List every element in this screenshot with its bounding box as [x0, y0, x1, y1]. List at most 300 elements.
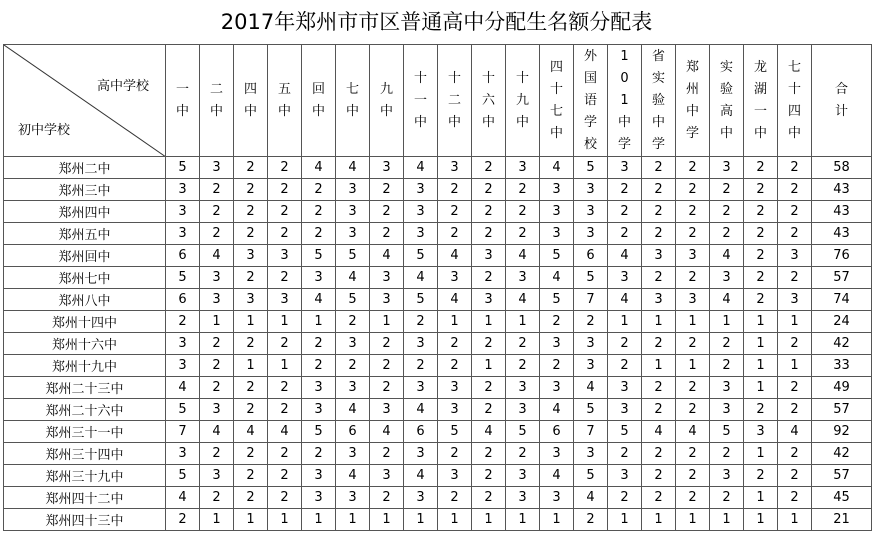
school-name-cell: 郑州三中 [4, 179, 166, 201]
quota-cell: 2 [778, 377, 812, 399]
quota-cell: 2 [642, 267, 676, 289]
quota-cell: 1 [234, 509, 268, 531]
quota-cell: 1 [234, 311, 268, 333]
quota-cell: 4 [200, 245, 234, 267]
quota-cell: 2 [234, 465, 268, 487]
quota-cell: 3 [166, 223, 200, 245]
quota-cell: 2 [778, 223, 812, 245]
quota-cell: 5 [302, 421, 336, 443]
quota-cell: 2 [370, 355, 404, 377]
quota-cell: 2 [302, 355, 336, 377]
quota-cell: 1 [370, 311, 404, 333]
quota-cell: 2 [744, 245, 778, 267]
quota-cell: 1 [200, 509, 234, 531]
quota-cell: 2 [472, 223, 506, 245]
quota-cell: 2 [200, 487, 234, 509]
quota-cell: 2 [744, 157, 778, 179]
quota-cell: 2 [268, 179, 302, 201]
quota-cell: 2 [404, 355, 438, 377]
quota-cell: 1 [472, 355, 506, 377]
quota-cell: 2 [642, 377, 676, 399]
quota-cell: 2 [268, 201, 302, 223]
column-header: 十 二 中 [438, 45, 472, 157]
quota-cell: 1 [710, 509, 744, 531]
quota-cell: 5 [336, 245, 370, 267]
quota-cell: 2 [234, 333, 268, 355]
quota-cell: 2 [472, 487, 506, 509]
quota-cell: 1 [744, 443, 778, 465]
quota-cell: 2 [268, 333, 302, 355]
quota-cell: 2 [370, 223, 404, 245]
quota-cell: 3 [608, 399, 642, 421]
quota-cell: 2 [676, 223, 710, 245]
quota-cell: 4 [268, 421, 302, 443]
quota-cell: 5 [574, 465, 608, 487]
quota-cell: 3 [540, 487, 574, 509]
school-name-cell: 郑州三十一中 [4, 421, 166, 443]
total-cell: 57 [812, 399, 872, 421]
column-header: 回 中 [302, 45, 336, 157]
school-name-cell: 郑州回中 [4, 245, 166, 267]
quota-cell: 2 [642, 157, 676, 179]
quota-cell: 1 [302, 509, 336, 531]
total-cell: 24 [812, 311, 872, 333]
quota-cell: 2 [778, 157, 812, 179]
corner-header-cell [4, 45, 166, 157]
total-cell: 42 [812, 443, 872, 465]
quota-cell: 4 [336, 157, 370, 179]
quota-cell: 1 [506, 311, 540, 333]
quota-cell: 3 [574, 223, 608, 245]
quota-cell: 2 [710, 443, 744, 465]
quota-cell: 2 [744, 289, 778, 311]
table-row [4, 509, 872, 531]
quota-cell: 7 [574, 289, 608, 311]
quota-cell: 3 [404, 487, 438, 509]
quota-cell: 4 [574, 487, 608, 509]
quota-cell: 2 [302, 223, 336, 245]
quota-cell: 4 [302, 289, 336, 311]
quota-cell: 4 [540, 465, 574, 487]
quota-cell: 2 [166, 311, 200, 333]
quota-cell: 1 [744, 311, 778, 333]
quota-cell: 2 [234, 443, 268, 465]
quota-cell: 4 [608, 289, 642, 311]
quota-cell: 3 [370, 465, 404, 487]
quota-cell: 2 [404, 311, 438, 333]
total-cell: 21 [812, 509, 872, 531]
table-row [4, 289, 872, 311]
school-name-cell: 郑州三十四中 [4, 443, 166, 465]
quota-cell: 2 [642, 201, 676, 223]
quota-cell: 1 [234, 355, 268, 377]
quota-cell: 4 [336, 399, 370, 421]
quota-cell: 1 [642, 355, 676, 377]
quota-cell: 1 [642, 311, 676, 333]
quota-cell: 4 [472, 421, 506, 443]
quota-cell: 2 [676, 377, 710, 399]
quota-cell: 1 [200, 311, 234, 333]
quota-cell: 3 [336, 377, 370, 399]
quota-cell: 5 [166, 157, 200, 179]
quota-cell: 5 [166, 465, 200, 487]
school-name-cell: 郑州十四中 [4, 311, 166, 333]
quota-cell: 3 [540, 333, 574, 355]
quota-cell: 5 [608, 421, 642, 443]
column-header: 四 中 [234, 45, 268, 157]
total-cell: 92 [812, 421, 872, 443]
quota-cell: 1 [676, 509, 710, 531]
quota-cell: 2 [472, 267, 506, 289]
quota-cell: 2 [472, 399, 506, 421]
quota-cell: 3 [268, 245, 302, 267]
quota-cell: 2 [234, 377, 268, 399]
quota-cell: 2 [574, 509, 608, 531]
quota-cell: 3 [200, 267, 234, 289]
quota-cell: 2 [268, 157, 302, 179]
quota-cell: 4 [608, 245, 642, 267]
quota-cell: 6 [166, 245, 200, 267]
quota-cell: 1 [744, 355, 778, 377]
quota-cell: 3 [302, 377, 336, 399]
quota-cell: 2 [676, 399, 710, 421]
quota-cell: 2 [370, 179, 404, 201]
quota-cell: 5 [336, 289, 370, 311]
quota-cell: 2 [438, 179, 472, 201]
quota-cell: 3 [234, 245, 268, 267]
quota-cell: 2 [676, 267, 710, 289]
quota-cell: 5 [574, 157, 608, 179]
quota-cell: 3 [574, 201, 608, 223]
school-name-cell: 郑州五中 [4, 223, 166, 245]
total-cell: 49 [812, 377, 872, 399]
column-header: 1 0 1 中 学 [608, 45, 642, 157]
school-name-cell: 郑州四中 [4, 201, 166, 223]
school-name-cell: 郑州七中 [4, 267, 166, 289]
quota-cell: 2 [710, 223, 744, 245]
quota-cell: 3 [608, 377, 642, 399]
total-cell: 43 [812, 179, 872, 201]
quota-cell: 3 [506, 465, 540, 487]
quota-cell: 3 [540, 201, 574, 223]
quota-cell: 3 [302, 399, 336, 421]
quota-cell: 4 [404, 465, 438, 487]
quota-cell: 2 [676, 333, 710, 355]
quota-cell: 2 [642, 333, 676, 355]
quota-cell: 1 [472, 311, 506, 333]
quota-cell: 1 [268, 355, 302, 377]
quota-cell: 2 [676, 157, 710, 179]
quota-cell: 3 [166, 355, 200, 377]
quota-cell: 2 [608, 443, 642, 465]
quota-cell: 2 [778, 333, 812, 355]
quota-cell: 2 [710, 179, 744, 201]
column-header: 十 一 中 [404, 45, 438, 157]
quota-cell: 2 [574, 311, 608, 333]
quota-cell: 2 [642, 399, 676, 421]
quota-cell: 2 [676, 465, 710, 487]
quota-cell: 7 [166, 421, 200, 443]
quota-cell: 2 [234, 179, 268, 201]
quota-cell: 2 [200, 443, 234, 465]
quota-cell: 3 [438, 399, 472, 421]
quota-cell: 6 [166, 289, 200, 311]
quota-cell: 2 [506, 443, 540, 465]
quota-cell: 2 [234, 267, 268, 289]
quota-cell: 3 [472, 245, 506, 267]
quota-cell: 2 [778, 443, 812, 465]
quota-cell: 1 [642, 509, 676, 531]
quota-cell: 2 [506, 201, 540, 223]
quota-cell: 3 [166, 443, 200, 465]
quota-cell: 1 [676, 311, 710, 333]
quota-cell: 5 [574, 267, 608, 289]
quota-cell: 2 [268, 377, 302, 399]
quota-cell: 3 [200, 399, 234, 421]
quota-cell: 2 [540, 311, 574, 333]
quota-cell: 2 [676, 487, 710, 509]
quota-cell: 2 [438, 223, 472, 245]
quota-cell: 5 [574, 399, 608, 421]
quota-cell: 3 [710, 267, 744, 289]
quota-cell: 2 [642, 179, 676, 201]
quota-cell: 4 [404, 399, 438, 421]
quota-cell: 3 [438, 267, 472, 289]
quota-cell: 2 [166, 509, 200, 531]
quota-cell: 2 [268, 465, 302, 487]
quota-cell: 3 [676, 289, 710, 311]
quota-cell: 2 [336, 311, 370, 333]
page-title: 2017年郑州市市区普通高中分配生名额分配表 [220, 10, 653, 34]
school-name-cell: 郑州四十三中 [4, 509, 166, 531]
quota-cell: 2 [642, 223, 676, 245]
column-header: 十 九 中 [506, 45, 540, 157]
quota-cell: 3 [370, 267, 404, 289]
quota-cell: 4 [166, 377, 200, 399]
quota-cell: 2 [302, 201, 336, 223]
quota-cell: 1 [710, 311, 744, 333]
quota-cell: 2 [778, 487, 812, 509]
quota-cell: 1 [268, 509, 302, 531]
quota-cell: 2 [438, 355, 472, 377]
quota-cell: 3 [336, 443, 370, 465]
quota-cell: 3 [710, 465, 744, 487]
quota-cell: 4 [540, 399, 574, 421]
table-row [4, 377, 872, 399]
quota-cell: 3 [302, 465, 336, 487]
quota-cell: 3 [404, 223, 438, 245]
quota-cell: 3 [336, 223, 370, 245]
quota-cell: 2 [676, 179, 710, 201]
quota-cell: 4 [166, 487, 200, 509]
quota-cell: 3 [574, 333, 608, 355]
quota-cell: 3 [438, 377, 472, 399]
quota-cell: 3 [778, 245, 812, 267]
total-cell: 57 [812, 267, 872, 289]
quota-cell: 4 [336, 267, 370, 289]
quota-cell: 4 [302, 157, 336, 179]
quota-cell: 2 [710, 201, 744, 223]
quota-cell: 5 [438, 421, 472, 443]
school-name-cell: 郑州二十六中 [4, 399, 166, 421]
quota-cell: 5 [506, 421, 540, 443]
quota-cell: 2 [506, 333, 540, 355]
quota-cell: 1 [778, 355, 812, 377]
quota-cell: 3 [200, 465, 234, 487]
quota-cell: 2 [778, 465, 812, 487]
total-cell: 45 [812, 487, 872, 509]
quota-cell: 3 [404, 333, 438, 355]
quota-cell: 7 [574, 421, 608, 443]
quota-cell: 3 [438, 465, 472, 487]
column-header: 五 中 [268, 45, 302, 157]
quota-cell: 1 [438, 509, 472, 531]
quota-cell: 1 [778, 311, 812, 333]
quota-cell: 4 [710, 245, 744, 267]
quota-cell: 2 [268, 443, 302, 465]
quota-cell: 2 [506, 223, 540, 245]
quota-cell: 5 [540, 245, 574, 267]
column-header: 四 十 七 中 [540, 45, 574, 157]
table-row [4, 201, 872, 223]
quota-cell: 2 [438, 333, 472, 355]
quota-cell: 4 [506, 245, 540, 267]
middle-school-axis-label: 初中学校 [18, 123, 71, 138]
total-cell: 43 [812, 223, 872, 245]
quota-cell: 2 [438, 201, 472, 223]
quota-cell: 3 [234, 289, 268, 311]
quota-cell: 2 [370, 201, 404, 223]
quota-cell: 3 [642, 289, 676, 311]
quota-cell: 2 [268, 399, 302, 421]
quota-cell: 3 [370, 289, 404, 311]
quota-cell: 2 [778, 201, 812, 223]
quota-cell: 2 [778, 267, 812, 289]
quota-cell: 2 [642, 487, 676, 509]
quota-cell: 3 [404, 377, 438, 399]
total-cell: 58 [812, 157, 872, 179]
quota-cell: 3 [336, 201, 370, 223]
quota-cell: 3 [506, 487, 540, 509]
quota-cell: 3 [574, 179, 608, 201]
quota-cell: 1 [438, 311, 472, 333]
quota-cell: 2 [200, 355, 234, 377]
quota-cell: 2 [642, 443, 676, 465]
quota-cell: 2 [744, 267, 778, 289]
quota-cell: 4 [438, 245, 472, 267]
column-header: 十 六 中 [472, 45, 506, 157]
quota-cell: 3 [506, 377, 540, 399]
quota-cell: 2 [472, 201, 506, 223]
quota-cell: 2 [438, 443, 472, 465]
quota-cell: 2 [268, 487, 302, 509]
column-header: 龙 湖 一 中 [744, 45, 778, 157]
quota-cell: 1 [744, 377, 778, 399]
quota-cell: 3 [744, 421, 778, 443]
quota-cell: 1 [404, 509, 438, 531]
quota-cell: 1 [336, 509, 370, 531]
quota-cell: 2 [472, 465, 506, 487]
quota-cell: 3 [608, 465, 642, 487]
quota-cell: 1 [472, 509, 506, 531]
quota-cell: 2 [472, 179, 506, 201]
table-row [4, 443, 872, 465]
quota-cell: 4 [370, 245, 404, 267]
quota-cell: 4 [336, 465, 370, 487]
quota-cell: 2 [744, 465, 778, 487]
quota-cell: 1 [506, 509, 540, 531]
quota-cell: 4 [506, 289, 540, 311]
quota-cell: 3 [540, 179, 574, 201]
quota-cell: 3 [472, 289, 506, 311]
quota-cell: 1 [540, 509, 574, 531]
school-name-cell: 郑州三十九中 [4, 465, 166, 487]
table-row [4, 157, 872, 179]
table-row [4, 333, 872, 355]
quota-cell: 5 [540, 289, 574, 311]
column-header: 省 实 验 中 学 [642, 45, 676, 157]
quota-cell: 2 [608, 179, 642, 201]
quota-cell: 2 [302, 333, 336, 355]
quota-cell: 2 [506, 355, 540, 377]
table-row [4, 487, 872, 509]
quota-cell: 2 [472, 333, 506, 355]
quota-cell: 4 [778, 421, 812, 443]
quota-cell: 2 [472, 377, 506, 399]
quota-cell: 5 [166, 399, 200, 421]
total-cell: 74 [812, 289, 872, 311]
quota-cell: 4 [200, 421, 234, 443]
quota-cell: 2 [200, 179, 234, 201]
school-name-cell: 郑州二中 [4, 157, 166, 179]
quota-cell: 2 [710, 355, 744, 377]
quota-cell: 2 [200, 377, 234, 399]
quota-cell: 3 [268, 289, 302, 311]
table-row [4, 311, 872, 333]
quota-cell: 4 [642, 421, 676, 443]
quota-cell: 3 [166, 333, 200, 355]
quota-cell: 2 [710, 487, 744, 509]
quota-cell: 2 [234, 223, 268, 245]
column-header: 二 中 [200, 45, 234, 157]
quota-cell: 2 [200, 223, 234, 245]
quota-cell: 3 [608, 157, 642, 179]
quota-cell: 4 [404, 267, 438, 289]
quota-cell: 3 [642, 245, 676, 267]
quota-cell: 2 [438, 487, 472, 509]
quota-cell: 1 [744, 487, 778, 509]
quota-cell: 2 [234, 487, 268, 509]
quota-cell: 3 [302, 267, 336, 289]
quota-cell: 1 [676, 355, 710, 377]
quota-cell: 1 [744, 509, 778, 531]
quota-cell: 2 [710, 333, 744, 355]
table-row [4, 223, 872, 245]
table-row [4, 245, 872, 267]
quota-cell: 2 [744, 399, 778, 421]
column-header: 七 中 [336, 45, 370, 157]
quota-cell: 3 [200, 157, 234, 179]
total-cell: 57 [812, 465, 872, 487]
quota-cell: 5 [710, 421, 744, 443]
table-row [4, 355, 872, 377]
quota-cell: 2 [200, 333, 234, 355]
quota-cell: 2 [472, 443, 506, 465]
quota-cell: 2 [370, 377, 404, 399]
diagonal-line [4, 45, 166, 157]
table-row [4, 399, 872, 421]
quota-cell: 4 [540, 157, 574, 179]
